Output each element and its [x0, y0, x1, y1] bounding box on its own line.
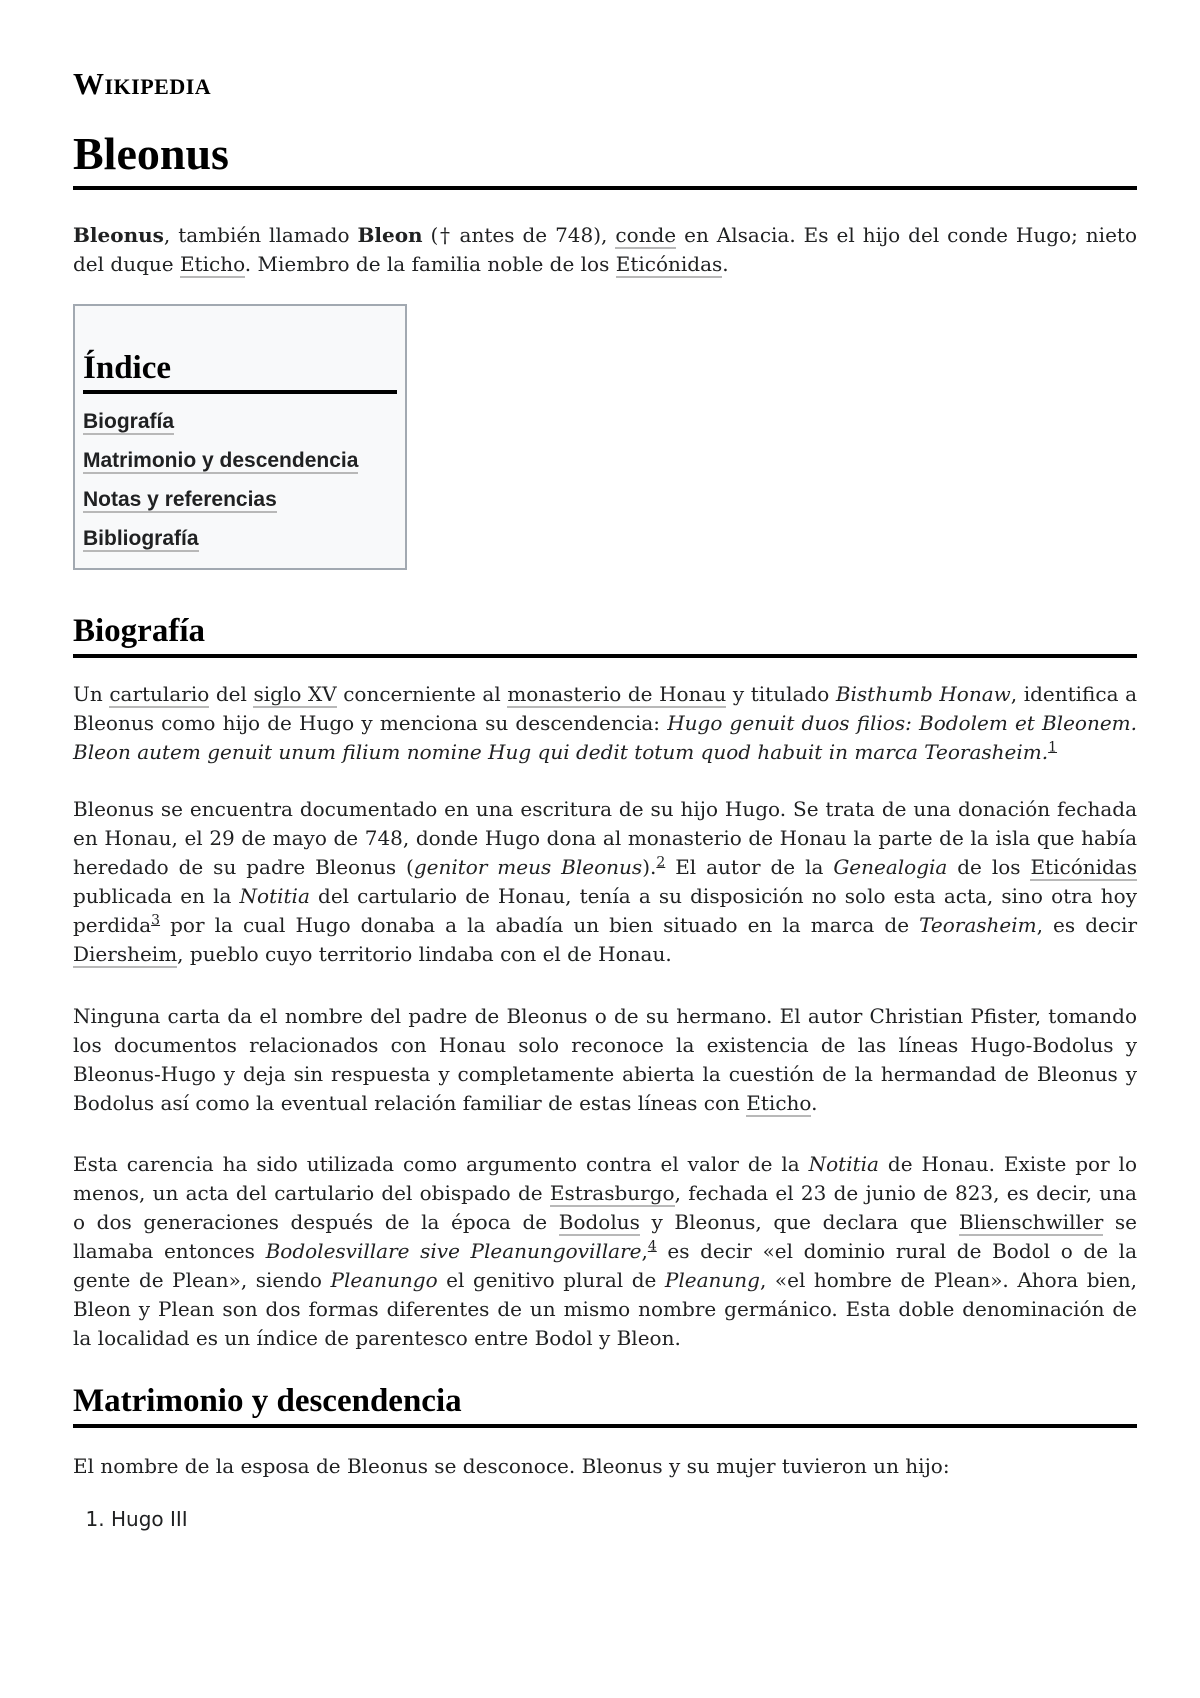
- italic-text: Bodolesvillare sive Pleanungovillare: [265, 1239, 642, 1263]
- toc-item-label[interactable]: Notas y referencias: [83, 488, 277, 511]
- link-bodolus[interactable]: Bodolus: [558, 1210, 640, 1234]
- reference-1[interactable]: 1: [1048, 739, 1058, 756]
- toc-list: [83, 402, 397, 558]
- toc-item-label[interactable]: Bibliografía: [83, 527, 199, 550]
- intro-text: († antes de 748),: [422, 223, 616, 247]
- link-eticonidas[interactable]: Eticónidas: [615, 252, 723, 276]
- italic-text: Notitia: [808, 1152, 879, 1176]
- section-heading-matrimonio: Matrimonio y descendencia: [73, 1380, 1137, 1428]
- section-heading-biografia: Biografía: [73, 610, 1137, 658]
- toc-heading: Índice: [83, 348, 397, 394]
- biografia-paragraph-1: Un cartulario del siglo XV concerniente al monasterio de Honau y titulado Bisthumb Honaw, identifica a Bleonus como hijo de Hugo y menciona su descendencia: Hugo genuit duos filios: Bodolem et Bleonem. Bleon autem genuit unum filium nomine Hug qui dedit totum quod habuit in marca Teorasheim.$^1$: [73, 682, 1138, 764]
- italic-text: Bisthumb Honaw: [835, 682, 1011, 706]
- italic-text: Pleanungo: [330, 1268, 438, 1292]
- link-conde[interactable]: conde: [615, 223, 677, 247]
- matrimonio-paragraph: El nombre de la esposa de Bleonus se desconoce. Bleonus y su mujer tuvieron un hijo:: [73, 1454, 950, 1478]
- toc-item-notas[interactable]: [83, 480, 397, 519]
- italic-text: Genealogia: [833, 855, 948, 879]
- biografia-paragraph-3: Ninguna carta da el nombre del padre de Bleonus o de su hermano. El autor Christian Pfister, tomando los documentos relacionados con Honau solo reconoce la existencia de las líneas Hugo-Bodolus y Bleonus-Hugo y deja sin respuesta y completamente abierta la cuestión de la hermandad de Bleonus y Bodolus así como la eventual relación familiar de estas líneas con Eticho.: [73, 1004, 1137, 1115]
- reference-4[interactable]: 4: [647, 1238, 657, 1255]
- intro-text: en Alsacia. Es el hijo del conde Hugo; nieto del duque: [73, 223, 1137, 276]
- subject-alias: Bleon: [357, 223, 423, 247]
- biografia-paragraph-4: Esta carencia ha sido utilizada como argumento contra el valor de la Notitia de Honau. Existe por lo menos, un acta del cartulario del obispado de Estrasburgo, fechada el 23 de junio de 823, es decir, una o dos generaciones después de la época de Bodolus y Bleonus, que declara que Blienschwiller se llamaba entonces Bodolesvillare sive Pleanungovillare,$^4$ es decir «el dominio rural de Bodol o de la gente de Plean», siendo Pleanungo el genitivo plural de Pleanung, «el hombre de Plean». Ahora bien, Bleon y Plean son dos formas diferentes de un mismo nombre germánico. Esta doble denominación de la localidad es un índice de parentesco entre Bodol y Bleon.: [73, 1152, 1138, 1350]
- list-item: 1. Hugo III: [111, 1504, 188, 1534]
- italic-text: Teorasheim: [919, 913, 1037, 937]
- intro-paragraph: [73, 221, 1137, 279]
- biografia-paragraph-2: Bleonus se encuentra documentado en una escritura de su hijo Hugo. Se trata de una donación fechada en Honau, el 29 de mayo de 748, donde Hugo dona al monasterio de Honau la parte de la isla que había heredado de su padre Bleonus (genitor meus Bleonus).$^2$ El autor de la Genealogia de los Eticónidas publicada en la Notitia del cartulario de Honau, tenía a su disposición no solo esta acta, sino otra hoy perdida$^3$ por la cual Hugo donaba a la abadía un bien situado en la marca de Teorasheim, es decir Diersheim, pueblo cuyo territorio lindaba con el de Honau.: [73, 797, 1137, 966]
- link-blienschwiller[interactable]: Blienschwiller: [959, 1210, 1104, 1234]
- italic-text: Pleanung: [664, 1268, 760, 1292]
- intro-text: . Miembro de la familia noble de los: [244, 252, 616, 276]
- page-title: Bleonus: [73, 126, 1137, 190]
- italic-text: Notitia: [239, 884, 310, 908]
- link-eticho[interactable]: Eticho: [179, 252, 245, 276]
- link-eticho-2[interactable]: Eticho: [746, 1091, 812, 1115]
- link-diersheim[interactable]: Diersheim: [73, 942, 178, 966]
- italic-quote: Hugo genuit duos filios: Bodolem et Bleonem. Bleon autem genuit unum filium nomine Hug qui dedit totum quod habuit in marca Teorasheim.: [73, 711, 1137, 764]
- link-siglo-xv[interactable]: siglo XV: [253, 682, 337, 706]
- children-list: [73, 1504, 188, 1534]
- link-cartulario[interactable]: cartulario: [109, 682, 210, 706]
- link-estrasburgo[interactable]: Estrasburgo: [549, 1181, 675, 1205]
- reference-2[interactable]: 2: [656, 854, 666, 871]
- reference-3[interactable]: 3: [151, 912, 161, 929]
- toc-item-biografia[interactable]: [83, 402, 397, 441]
- italic-text: genitor meus Bleonus: [413, 855, 643, 879]
- wikipedia-logo[interactable]: Wikipedia: [73, 66, 212, 101]
- table-of-contents: [73, 304, 407, 570]
- intro-text: .: [722, 252, 729, 276]
- toc-item-label[interactable]: Matrimonio y descendencia: [83, 449, 359, 472]
- link-eticonidas-2[interactable]: Eticónidas: [1030, 855, 1137, 879]
- toc-item-matrimonio[interactable]: [83, 441, 397, 480]
- link-monasterio-honau[interactable]: monasterio de Honau: [507, 682, 727, 706]
- subject-name: Bleonus: [73, 223, 164, 247]
- intro-text: , también llamado: [163, 223, 358, 247]
- toc-item-label[interactable]: Biografía: [83, 410, 175, 433]
- toc-item-bibliografia[interactable]: [83, 519, 397, 558]
